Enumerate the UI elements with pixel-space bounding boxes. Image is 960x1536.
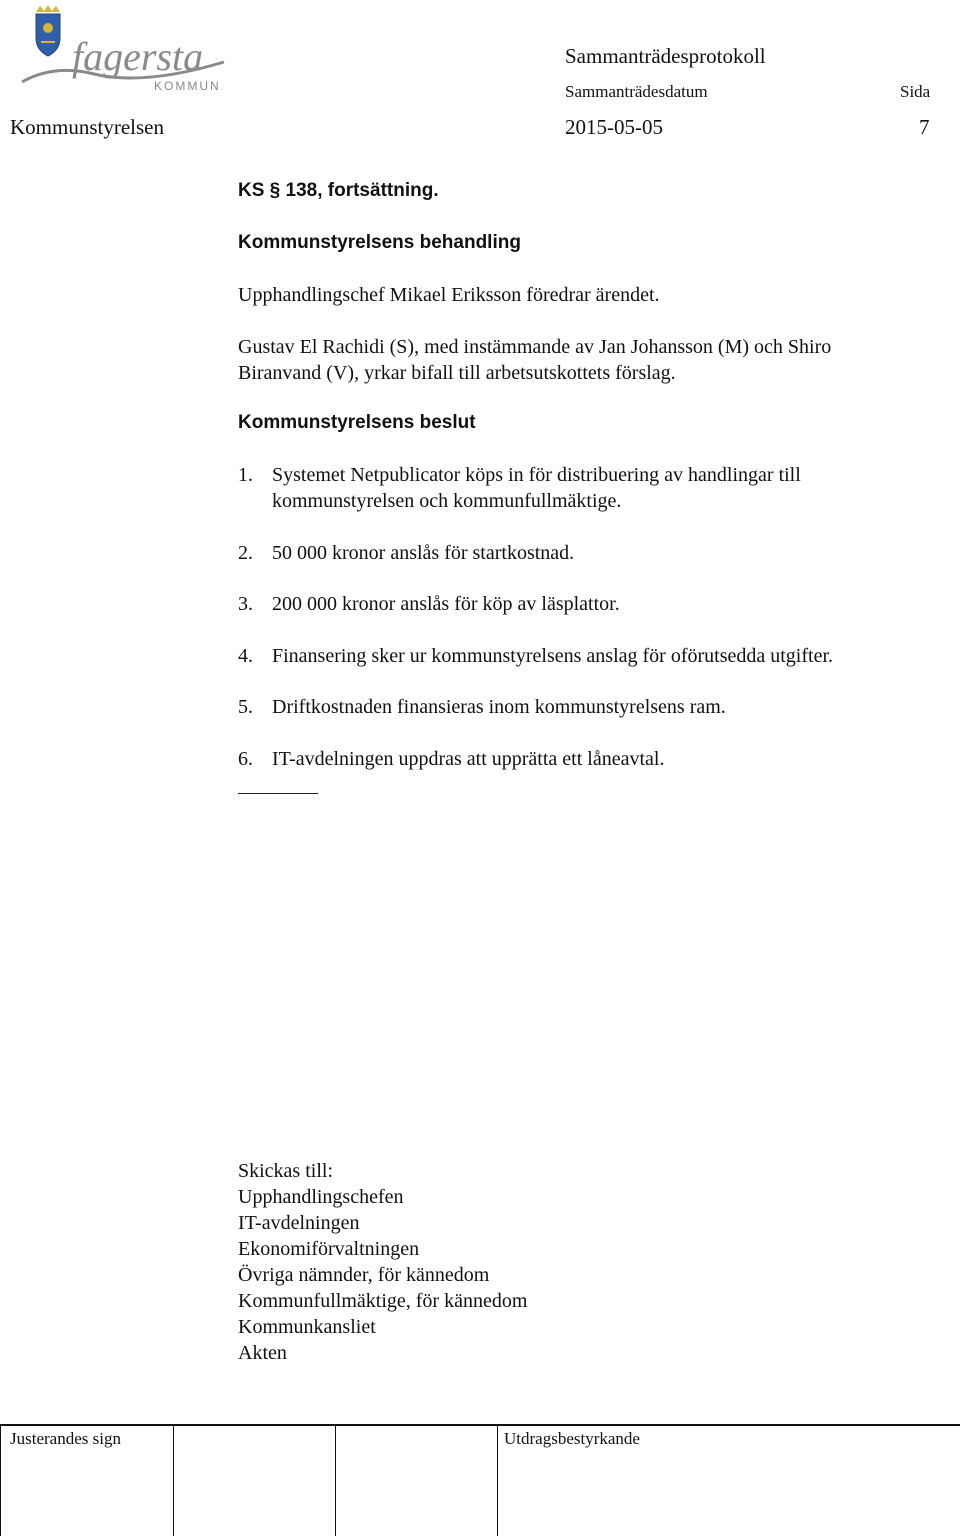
decision-item-2 (238, 540, 918, 566)
recipient: Kommunkansliet (238, 1316, 376, 1338)
paragraph-motion (238, 334, 938, 386)
recipient: Kommunfullmäktige, för kännedom (238, 1290, 528, 1312)
decision-text: Systemet Netpublicator köps in för distribuering av handlingar till (272, 464, 801, 486)
coat-of-arms-icon (14, 4, 236, 96)
recipient: Ekonomiförvaltningen (238, 1238, 420, 1260)
paragraph-motion-line: Gustav El Rachidi (S), med instämmande av Jan Johansson (M) och Shiro (238, 336, 832, 358)
recipient: Upphandlingschefen (238, 1186, 404, 1208)
decision-item-3 (238, 591, 918, 617)
decision-text: Finansering sker ur kommunstyrelsens anslag för oförutsedda utgifter. (272, 645, 833, 667)
protocol-title: Sammanträdesprotokoll (565, 44, 766, 68)
signature-label: Justerandes sign (10, 1429, 121, 1448)
page-label: Sida (900, 82, 931, 101)
decision-heading: Kommunstyrelsens beslut (238, 412, 476, 433)
recipient: Övriga nämnder, för kännedom (238, 1264, 490, 1286)
footer-divider (0, 1426, 1, 1536)
decision-text: Driftkostnaden finansieras inom kommunstyrelsens ram. (272, 696, 726, 718)
meeting-date: 2015-05-05 (565, 115, 663, 139)
signature-footer (0, 1424, 960, 1536)
treatment-heading: Kommunstyrelsens behandling (238, 232, 521, 253)
decision-text: 200 000 kronor anslås för köp av läsplattor. (272, 593, 620, 615)
decision-text: kommunstyrelsen och kommunfullmäktige. (272, 490, 622, 512)
paragraph-motion-line: Biranvand (V), yrkar bifall till arbetsutskottets förslag. (238, 362, 676, 384)
paragraph-presentation: Upphandlingschef Mikael Eriksson föredrar ärendet. (238, 284, 660, 306)
decision-number: 2. (238, 542, 253, 564)
page-number: 7 (919, 115, 930, 139)
decision-number: 4. (238, 645, 253, 667)
recipient: IT-avdelningen (238, 1212, 360, 1234)
committee-name: Kommunstyrelsen (10, 115, 164, 139)
decision-number: 1. (238, 464, 253, 486)
decision-item-6 (238, 746, 918, 772)
decision-text: 50 000 kronor anslås för startkostnad. (272, 542, 575, 564)
distribution-list (238, 1158, 527, 1366)
decision-item-1 (238, 462, 918, 514)
decision-number: 3. (238, 593, 253, 615)
end-rule (238, 793, 318, 794)
footer-divider (497, 1426, 498, 1536)
decision-number: 5. (238, 696, 253, 718)
date-label: Sammanträdesdatum (565, 82, 708, 101)
distribution-label: Skickas till: (238, 1160, 333, 1182)
fagersta-logo (14, 4, 236, 96)
recipient: Akten (238, 1342, 287, 1364)
footer-top-border (0, 1424, 960, 1426)
case-heading: KS § 138, fortsättning. (238, 180, 439, 201)
extract-certification-label: Utdragsbestyrkande (504, 1429, 640, 1448)
footer-divider (173, 1426, 174, 1536)
logo-wordmark: fagersta (72, 34, 204, 79)
decision-text: IT-avdelningen uppdras att upprätta ett låneavtal. (272, 748, 665, 770)
logo-subtitle: KOMMUN (154, 79, 221, 93)
decision-item-4 (238, 643, 918, 669)
footer-divider (335, 1426, 336, 1536)
decision-item-5 (238, 694, 918, 720)
decision-number: 6. (238, 748, 253, 770)
